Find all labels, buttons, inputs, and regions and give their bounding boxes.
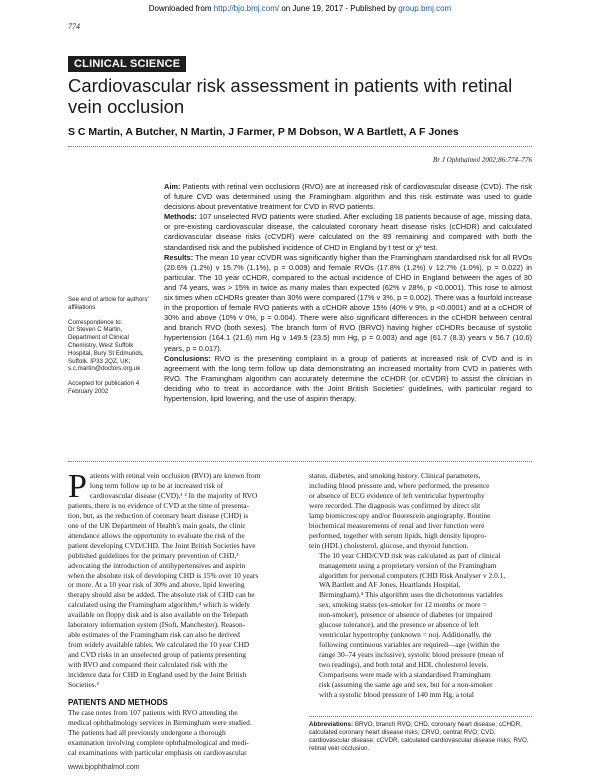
right-paragraph-2 xyxy=(309,551,532,700)
text-line: published guidelines for the primary prevention of CHD,³ xyxy=(68,550,239,560)
text-line: examination involving complete ophthalmological and medi- xyxy=(68,737,249,747)
text-line: biochemical measurements of renal and liver function were xyxy=(309,520,485,530)
methods-paragraph xyxy=(68,708,293,758)
text-line: able estimates of the Framingham risk can also be derived xyxy=(68,630,240,640)
text-line: from widely available tables. We calculated the 10 year CHD xyxy=(68,640,250,650)
text-line: ventricular hypertrophy (unknown = no). Additionally, the xyxy=(319,630,492,640)
correspondence-note: Correspondence to: Dr Steven C Martin, Department of Clinical Chemistry, West Suffolk Hospital, Bury St Edmunds, Suffolk. IP33 2QZ, UK; s.c.martin@doctors.org.uk xyxy=(68,318,144,373)
text-line: attendance allows the opportunity to evaluate the risk of the xyxy=(68,530,245,540)
abbreviations-box: Abbreviations: BRVO, branch RVO; CHD, coronary heart disease; cCHDR, calculated coronary heart disease risks; CRVO, central RVO; CVD, cardiovascular disease; cCVDR, calculated cardiovascular disease risks; RVO, retinal vein occlusion. xyxy=(309,716,532,753)
text-line: and CVD risks in an unselected group of patients presenting xyxy=(68,650,246,660)
publisher-link[interactable]: group.bmj.com xyxy=(398,4,452,13)
body-column-right xyxy=(309,471,532,700)
download-banner: Downloaded from http://bjo.bmj.com/ on June 19, 2017 - Published by group.bmj.com xyxy=(148,4,452,13)
text-line: tion, but, as the reduction of coronary heart disease (CHD) is xyxy=(68,510,249,520)
journal-citation: Br J Ophthalmol 2002;86:774–776 xyxy=(433,156,532,164)
text-line: one of the UK Department of Health's main goals, the clinic xyxy=(68,520,246,530)
text-line: advocating the introduction of antihypertensives and aspirin xyxy=(68,560,246,570)
text-line: Societies.⁵ xyxy=(68,680,100,690)
text-line: glucose tolerance), and the presence or absence of left xyxy=(319,620,479,630)
text-line: laboratory information system (ISoft, Manchester). Reason- xyxy=(68,620,246,630)
text-line: cal examinations with particular emphasis on cardiovascular xyxy=(68,747,247,757)
text-line: including blood pressure and, where performed, the presence xyxy=(309,480,490,490)
sidebar-notes xyxy=(68,296,156,403)
affiliations-note: See end of article for authors' affiliations xyxy=(68,296,149,311)
text-line: two readings), and both total and HDL cholesterol levels. xyxy=(319,660,489,670)
text-line: were recorded. The diagnosis was confirmed by direct slit xyxy=(309,500,481,510)
text-line: risk (assuming the same age and sex, but for a non-smoker xyxy=(319,680,493,690)
text-line: with RVO and compared their calculated risk with the xyxy=(68,660,228,670)
drop-cap: P xyxy=(68,468,87,505)
text-line: The patients had all previously undergone a thorough xyxy=(68,727,226,737)
text-line: lamp biomicroscopy and/or fluorescein angiography. Routine xyxy=(309,510,491,520)
intro-paragraph xyxy=(68,468,293,690)
text-line: range 30–74 years inclusive), systolic blood pressure (mean of xyxy=(319,650,504,660)
right-paragraph-1 xyxy=(309,471,532,551)
text-line: management using a proprietary version of the Framingham xyxy=(319,560,497,570)
author-list: S C Martin, A Butcher, N Martin, J Farmer, P M Dobson, W A Bartlett, A F Jones xyxy=(68,126,459,138)
text-line: performed, together with serum lipids, high density lipopro- xyxy=(309,530,487,540)
abstract-aim: Aim: Patients with retinal vein occlusions (RVO) are at increased risk of cardiovascular disease (CVD). The risk of future CVD was determined using the Framingham algorithm and this risk estimate was used to guide decisions about preventative treatment for CVD in RVO patients. xyxy=(164,182,532,212)
text-line: The 10 year CHD/CVD risk was calculated as part of clinical xyxy=(319,550,501,560)
text-line: long term follow up to be at increased risk of xyxy=(89,480,224,490)
text-line: algorithm for personal computers (CHD Risk Analyser v 2.0.1, xyxy=(319,570,506,580)
section-label: CLINICAL SCIENCE xyxy=(68,56,186,72)
text-line: when the absolute risk of developing CHD is 15% over 10 years xyxy=(68,570,259,580)
text-line: incidence data for CHD in England used by the Joint British xyxy=(68,670,247,680)
abstract-divider xyxy=(68,461,532,462)
text-line: cardiovascular disease (CVD).¹ ² In the majority of RVO xyxy=(89,490,258,500)
text-line: tein (HDL) cholesterol, glucose, and thyroid function. xyxy=(309,540,469,550)
article-title: Cardiovascular risk assessment in patients with retinal vein occlusion xyxy=(68,75,513,117)
text-line: Birmingham).⁴ This algorithm uses the dichotomous variables xyxy=(319,590,503,600)
text-line: patients, there is no evidence of CVD at the time of presenta- xyxy=(68,500,250,510)
text-line: status, diabetes, and smoking history. Clinical parameters, xyxy=(309,471,481,480)
abstract xyxy=(164,182,532,404)
text-line: Comparisons were made with a standardised Framingham xyxy=(319,670,491,680)
abstract-methods: Methods: 107 unselected RVO patients were studied. After excluding 18 patients because of age, missing data, or pre-existing cardiovascular disease, the calculated coronary heart disease risks (cCHDR) and calculated cardiovascular disease risks (cCVDR) were calculated on the 89 remaining and compared with both the standardised risk and the published incidence of CHD in England by t test or χ² test. xyxy=(164,212,532,252)
text-line: available on floppy disk and is also available on the Telepath xyxy=(68,610,248,620)
text-line: patient developing CVD/CHD. The Joint British Societies have xyxy=(68,540,256,550)
page-number: 774 xyxy=(68,22,80,31)
text-line: with a systolic blood pressure of 140 mm Hg, a total xyxy=(319,689,474,699)
header-divider xyxy=(68,146,532,147)
text-line: or absence of ECG evidence of left ventricular hypertrophy xyxy=(309,490,485,500)
text-line: following continuous variables are required—age (within the xyxy=(319,640,500,650)
abstract-results: Results: The mean 10 year cCVDR was significantly higher than the Framingham standardised risk for all RVOs (20.6% (1.2%) v 15.7% (1.1%), p = 0.009) and female RVOs (17.8% (1.2%) v 12.7% (1.0%), p = 0.022) in particular. The 10 year cCHDR, compared to the actual incidence of CHD in England between the ages of 30 and 74 years, was > 15% in twice as many males than expected (62% v 28%, p <0.0001). This rose to almost six times when cCHDRs greater than 30% were compared (17% v 3%, p = 0.002). There was a fourfold increase in the proportion of female RVO patients with a cCHDR above 15% (40% v 9%, p <0.0001) and at a cCHDR of 30% and above (10% v 0%, p = 0.004). There were also significant differences in the cCHDR between central and branch RVO (both sexes). The branch form of RVO (BRVO) having higher cCHDRs because of systolic hypertension (164.1 (21.6) mm Hg v 149.5 (23.5) mm Hg, p = 0.003) and age (61.7 (8.3) years v 56.7 (10.6) years, p = 0.017). xyxy=(164,252,532,353)
text-line: therapy should also be added. The absolute risk of CHD can be xyxy=(68,590,255,600)
text-line: non-smoker), presence or absence of diabetes (or impaired xyxy=(319,610,493,620)
body-column-left xyxy=(68,468,293,690)
text-line: or more. At a 10 year risk of 30% and above, lipid lowering xyxy=(68,580,245,590)
text-line: medical ophthalmology services in Birmingham were studied. xyxy=(68,717,252,727)
text-line: atients with retinal vein occlusion (RVO) are known from xyxy=(89,471,261,480)
footer-url: www.bjophthalmol.com xyxy=(68,764,140,771)
text-line: calculated using the Framingham algorithm,⁴ which is widely xyxy=(68,600,250,610)
accepted-note: Accepted for publication 4 February 2002 xyxy=(68,380,140,395)
text-line: The case notes from 107 patients with RVO attending the xyxy=(68,708,238,717)
source-link[interactable]: http://bjo.bmj.com/ xyxy=(213,4,280,13)
text-line: sex, smoking status (ex-smoker for 12 months or more = xyxy=(319,600,487,610)
methods-heading: PATIENTS AND METHODS xyxy=(68,698,168,707)
abstract-conclusions: Conclusions: RVO is the presenting complaint in a group of patients at increased risk of CVD and is in agreement with the long term follow up data demonstrating an increased mortality from CVD in patients with RVO. The Framingham algorithm can accurately determine the cCHDR (or cCVDR) to assist the clinician in deciding who to treat in accordance with the Joint British Societies' guidelines, with particular regard to hypertension, lipid lowering, and the use of aspirin therapy. xyxy=(164,353,533,403)
text-line: WA Bartlett and AF Jones, Heartlands Hospital, xyxy=(319,580,461,590)
